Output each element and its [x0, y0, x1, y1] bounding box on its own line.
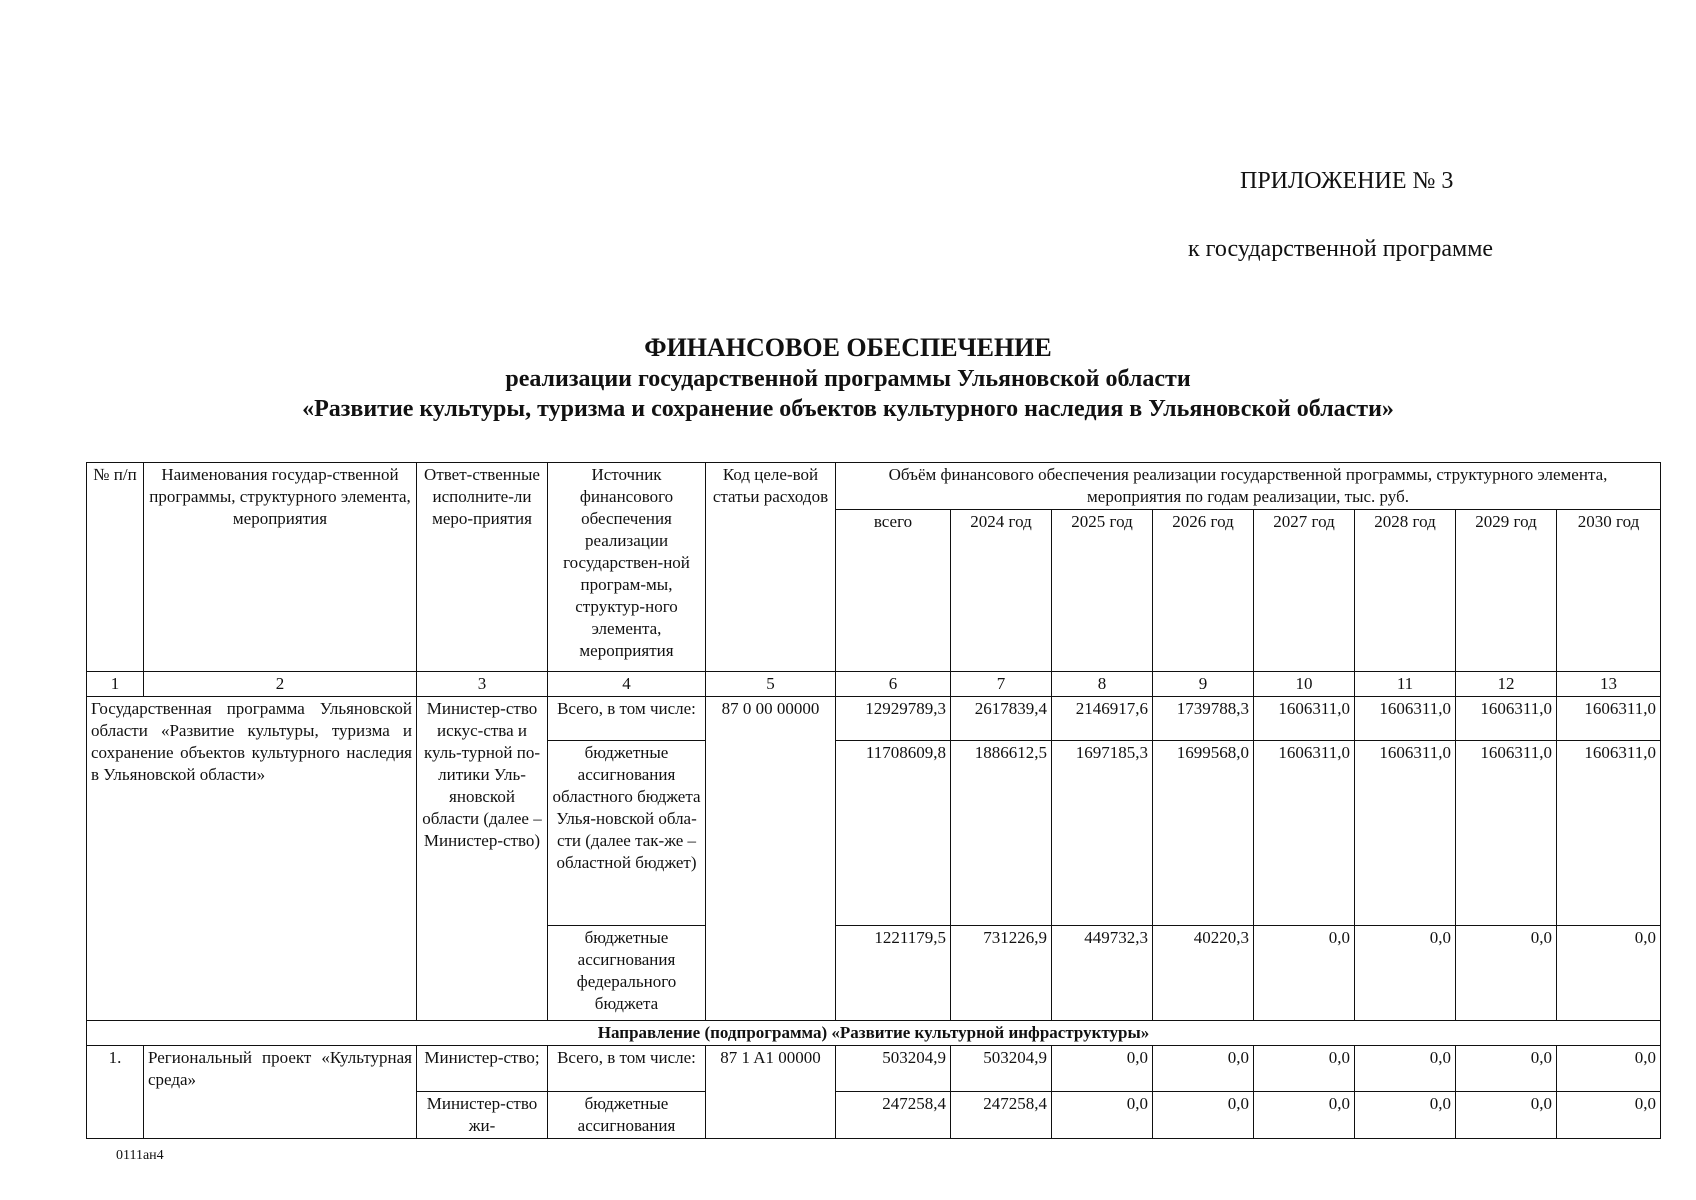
project-total-2025: 0,0: [1052, 1046, 1153, 1092]
program-federal-2027: 0,0: [1254, 926, 1355, 1021]
column-number: 1: [87, 672, 144, 697]
appendix-label: ПРИЛОЖЕНИЕ № 3: [1240, 168, 1454, 194]
program-executor: Министер-ство искус-ства и куль-турной по-литики Уль-яновской области (далее – Министер-ство): [417, 697, 548, 1021]
project-budget-2027: 0,0: [1254, 1092, 1355, 1139]
column-number: 13: [1557, 672, 1661, 697]
program-total-2028: 1606311,0: [1355, 697, 1456, 741]
project-executor-1: Министер-ство;: [417, 1046, 548, 1092]
table-row: [87, 697, 1661, 741]
project-budget-2028: 0,0: [1355, 1092, 1456, 1139]
project-budget-2025: 0,0: [1052, 1092, 1153, 1139]
project-budget-all: 247258,4: [836, 1092, 951, 1139]
program-source-federal: бюджетные ассигнования федерального бюджета: [548, 926, 706, 1021]
document-code: 0111ан4: [116, 1148, 164, 1163]
program-total-2026: 1739788,3: [1153, 697, 1254, 741]
program-source-total: Всего, в том числе:: [548, 697, 706, 741]
program-regional-2025: 1697185,3: [1052, 741, 1153, 926]
header-total: всего: [836, 510, 951, 672]
program-source-regional: бюджетные ассигнования областного бюджета Улья-новской обла-сти (далее так-же – областной бюджет): [548, 741, 706, 926]
header-name: Наименования государ-ственной программы, структурного элемента, мероприятия: [144, 463, 417, 672]
program-regional-2029: 1606311,0: [1456, 741, 1557, 926]
project-budget-2026: 0,0: [1153, 1092, 1254, 1139]
project-total-2030: 0,0: [1557, 1046, 1661, 1092]
project-executor-2: Министер-ство жи-: [417, 1092, 548, 1139]
project-total-2026: 0,0: [1153, 1046, 1254, 1092]
header-num: № п/п: [87, 463, 144, 672]
program-regional-all: 11708609,8: [836, 741, 951, 926]
header-year-2027: 2027 год: [1254, 510, 1355, 672]
column-number: 11: [1355, 672, 1456, 697]
program-total-2024: 2617839,4: [951, 697, 1052, 741]
financing-table: [86, 462, 1661, 1139]
header-year-2024: 2024 год: [951, 510, 1052, 672]
document-title: [0, 332, 1696, 424]
header-year-2030: 2030 год: [1557, 510, 1661, 672]
program-total-2030: 1606311,0: [1557, 697, 1661, 741]
column-number: 5: [706, 672, 836, 697]
header-code: Код целе-вой статьи расходов: [706, 463, 836, 672]
header-year-2026: 2026 год: [1153, 510, 1254, 672]
project-total-all: 503204,9: [836, 1046, 951, 1092]
column-number: 6: [836, 672, 951, 697]
column-number-row: [87, 672, 1661, 697]
header-year-2025: 2025 год: [1052, 510, 1153, 672]
title-line-2: реализации государственной программы Ульяновской области: [505, 366, 1191, 392]
program-regional-2030: 1606311,0: [1557, 741, 1661, 926]
header-executor: Ответ-ственные исполните-ли меро-приятия: [417, 463, 548, 672]
column-number: 9: [1153, 672, 1254, 697]
project-total-2029: 0,0: [1456, 1046, 1557, 1092]
project-total-2024: 503204,9: [951, 1046, 1052, 1092]
header-source: Источник финансового обеспечения реализации государствен-ной програм-мы, структур-ного элемента, мероприятия: [548, 463, 706, 672]
column-number: 8: [1052, 672, 1153, 697]
program-total-2027: 1606311,0: [1254, 697, 1355, 741]
header-year-2028: 2028 год: [1355, 510, 1456, 672]
program-federal-2030: 0,0: [1557, 926, 1661, 1021]
program-federal-2026: 40220,3: [1153, 926, 1254, 1021]
appendix-subtitle: к государственной программе: [1188, 236, 1494, 262]
project-budget-2024: 247258,4: [951, 1092, 1052, 1139]
project-total-2027: 0,0: [1254, 1046, 1355, 1092]
column-number: 10: [1254, 672, 1355, 697]
project-budget-2030: 0,0: [1557, 1092, 1661, 1139]
title-line-1: ФИНАНСОВОЕ ОБЕСПЕЧЕНИЕ: [644, 333, 1052, 362]
program-regional-2024: 1886612,5: [951, 741, 1052, 926]
column-number: 12: [1456, 672, 1557, 697]
table-row: [87, 1046, 1661, 1092]
project-num: 1.: [87, 1046, 144, 1139]
section-title: Направление (подпрограмма) «Развитие культурной инфраструктуры»: [87, 1021, 1661, 1046]
program-total-all: 12929789,3: [836, 697, 951, 741]
program-federal-2029: 0,0: [1456, 926, 1557, 1021]
program-total-2029: 1606311,0: [1456, 697, 1557, 741]
project-code: 87 1 A1 00000: [706, 1046, 836, 1139]
program-name: Государственная программа Ульяновской области «Развитие культуры, туризма и сохранение объектов культурного наследия в Ульяновской области»: [87, 697, 417, 1021]
header-volume-group: Объём финансового обеспечения реализации государственной программы, структурного элемента, мероприятия по годам реализации, тыс. руб.: [836, 463, 1661, 510]
program-federal-all: 1221179,5: [836, 926, 951, 1021]
program-regional-2027: 1606311,0: [1254, 741, 1355, 926]
column-number: 3: [417, 672, 548, 697]
column-number: 2: [144, 672, 417, 697]
project-source-total: Всего, в том числе:: [548, 1046, 706, 1092]
header-year-2029: 2029 год: [1456, 510, 1557, 672]
program-regional-2028: 1606311,0: [1355, 741, 1456, 926]
project-budget-2029: 0,0: [1456, 1092, 1557, 1139]
program-federal-2024: 731226,9: [951, 926, 1052, 1021]
program-code: 87 0 00 00000: [706, 697, 836, 1021]
program-total-2025: 2146917,6: [1052, 697, 1153, 741]
column-number: 7: [951, 672, 1052, 697]
program-federal-2028: 0,0: [1355, 926, 1456, 1021]
column-number: 4: [548, 672, 706, 697]
project-source-budget: бюджетные ассигнования: [548, 1092, 706, 1139]
program-federal-2025: 449732,3: [1052, 926, 1153, 1021]
project-name: Региональный проект «Культурная среда»: [144, 1046, 417, 1139]
program-regional-2026: 1699568,0: [1153, 741, 1254, 926]
project-total-2028: 0,0: [1355, 1046, 1456, 1092]
title-line-3: «Развитие культуры, туризма и сохранение объектов культурного наследия в Ульяновской области»: [302, 396, 1394, 422]
